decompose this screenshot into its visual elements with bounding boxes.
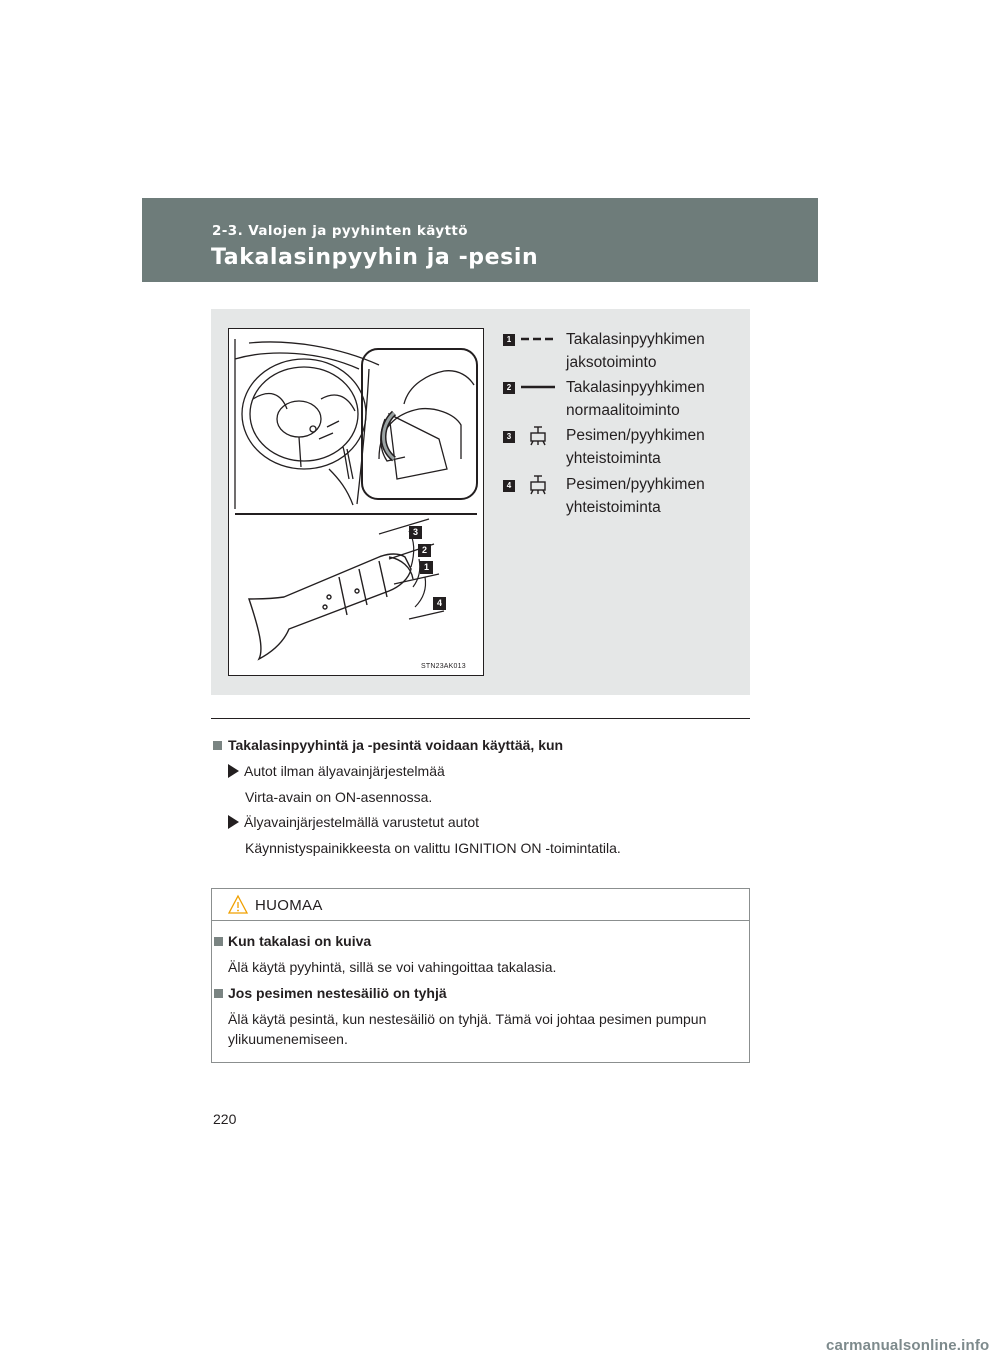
requirement-label-2: Älyavainjärjestelmällä varustetut autot <box>228 814 479 830</box>
notice-box <box>211 888 750 1063</box>
notice-body-2a: Älä käytä pesintä, kun nestesäiliö on tyhjä. Tämä voi johtaa pesimen pumpun <box>228 1011 707 1027</box>
notice-heading-2: Jos pesimen nestesäiliö on tyhjä <box>214 985 447 1001</box>
square-bullet-icon <box>213 741 222 750</box>
section-label: 2-3. Valojen ja pyyhinten käyttö <box>212 223 468 239</box>
page-number: 220 <box>213 1111 237 1127</box>
notice-body-1: Älä käytä pyyhintä, sillä se voi vahingoittaa takalasia. <box>228 959 557 975</box>
washer-spray-icon <box>527 474 549 496</box>
callout-2: 2 <box>418 544 431 557</box>
legend-text: Takalasinpyyhkimen normaalitoiminto <box>566 379 705 419</box>
solid-line-icon <box>519 382 557 392</box>
wiper-illustration <box>228 328 484 676</box>
legend-badge: 1 <box>503 334 515 346</box>
triangle-bullet-icon <box>228 815 239 829</box>
legend-badge: 3 <box>503 431 515 443</box>
legend-badge: 4 <box>503 480 515 492</box>
triangle-bullet-icon <box>228 764 239 778</box>
warning-icon <box>228 895 248 914</box>
square-bullet-icon <box>214 989 223 998</box>
notice-header <box>212 889 749 921</box>
wiper-drawing <box>229 329 483 675</box>
square-bullet-icon <box>214 937 223 946</box>
divider <box>211 718 750 719</box>
requirement-detail-2: Käynnistyspainikkeesta on valittu IGNITION ON -toimintatila. <box>245 840 621 856</box>
requirements-heading: Takalasinpyyhintä ja -pesintä voidaan käyttää, kun <box>213 737 563 753</box>
callout-4: 4 <box>433 597 446 610</box>
figure-code: STN23AK013 <box>421 663 466 670</box>
section-header <box>142 198 818 282</box>
requirement-label-1: Autot ilman älyavainjärjestelmää <box>228 763 445 779</box>
legend-text: Pesimen/pyyhkimen yhteistoiminta <box>566 476 705 516</box>
callout-3: 3 <box>409 526 422 539</box>
page-title: Takalasinpyyhin ja -pesin <box>211 245 539 270</box>
notice-body-2b: ylikuumenemiseen. <box>228 1031 348 1047</box>
callout-1: 1 <box>420 561 433 574</box>
legend-badge: 2 <box>503 382 515 394</box>
notice-title: HUOMAA <box>255 897 323 914</box>
legend-text: Takalasinpyyhkimen jaksotoiminto <box>566 331 705 371</box>
footer-watermark: carmanualsonline.info <box>826 1337 989 1354</box>
notice-heading-1: Kun takalasi on kuiva <box>214 933 371 949</box>
requirement-detail-1: Virta-avain on ON-asennossa. <box>245 789 433 805</box>
dashed-line-icon <box>519 334 557 344</box>
washer-spray-icon <box>527 425 549 447</box>
legend-text: Pesimen/pyyhkimen yhteistoiminta <box>566 427 705 467</box>
